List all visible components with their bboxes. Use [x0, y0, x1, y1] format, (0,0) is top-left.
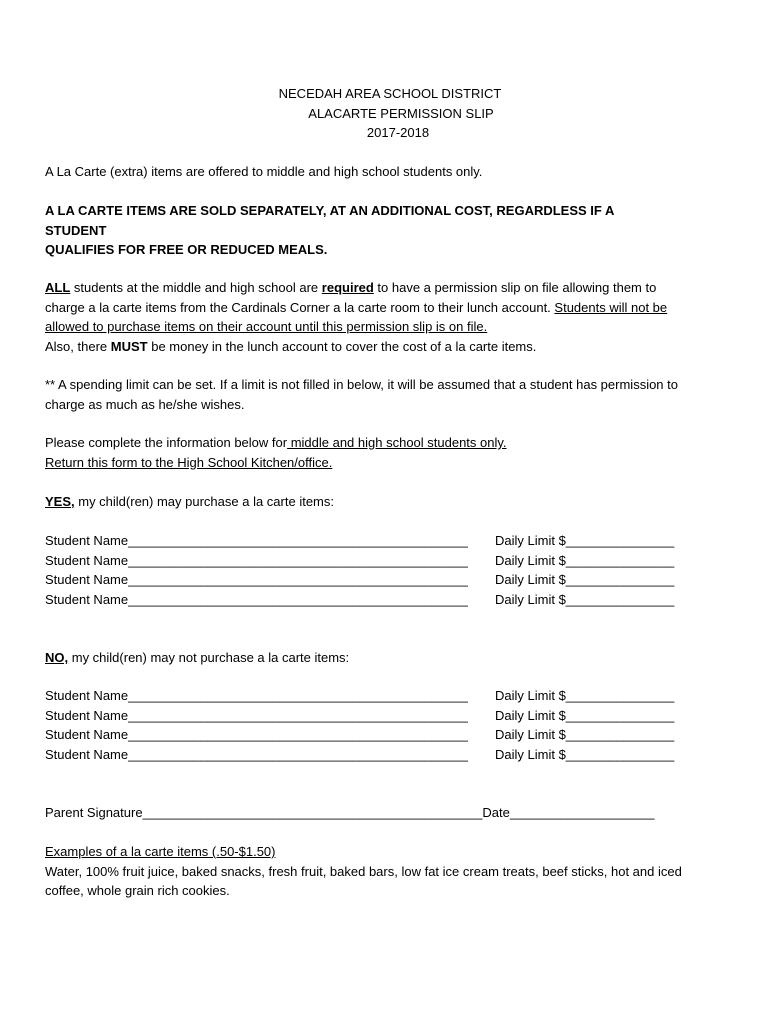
requirement-line-4-text-2: be money in the lunch account to cover the cost of a la carte items.	[147, 338, 537, 354]
signature-row[interactable]	[45, 803, 735, 823]
requirement-line-4-text-1: Also, there	[45, 338, 111, 354]
daily-limit-field[interactable]: Daily Limit $_______________	[495, 688, 675, 703]
yes-row-3[interactable]	[45, 570, 735, 590]
student-name-field[interactable]: Student Name_______________________________________________	[45, 552, 468, 568]
return-instruction: Return this form to the High School Kitchen/office.	[45, 454, 333, 470]
requirement-line-3: allowed to purchase items on their account until this permission slip is on file.	[45, 319, 488, 334]
daily-limit-field[interactable]: Daily Limit $_______________	[495, 591, 675, 607]
student-name-field[interactable]: Student Name_______________________________________________	[45, 746, 468, 762]
parent-signature-field[interactable]: Parent Signature_______________________________________________Date____________________	[45, 805, 655, 820]
daily-limit-field[interactable]: Daily Limit $_______________	[495, 552, 675, 568]
daily-limit-field[interactable]: Daily Limit $_______________	[495, 727, 675, 742]
daily-limit-field[interactable]: Daily Limit $_______________	[495, 572, 675, 587]
requirement-line-2-plain: charge a la carte items from the Cardinals Corner a la carte room to their lunch account.	[45, 299, 555, 315]
student-name-field[interactable]: Student Name_______________________________________________	[45, 572, 468, 587]
examples-line-1: Water, 100% fruit juice, baked snacks, fresh fruit, baked bars, low fat ice cream treats, beef sticks, hot and iced	[45, 863, 682, 879]
instructions-underlined: middle and high school students only.	[287, 435, 507, 450]
student-name-field[interactable]: Student Name_______________________________________________	[45, 591, 468, 607]
spending-line-2: charge as much as he/she wishes.	[45, 396, 245, 412]
requirement-text-2: to have a permission slip on file allowing them to	[373, 280, 657, 295]
student-name-field[interactable]: Student Name_______________________________________________	[45, 533, 468, 548]
notice-line-1: A LA CARTE ITEMS ARE SOLD SEPARATELY, AT AN ADDITIONAL COST, REGARDLESS IF A	[45, 203, 615, 218]
no-label: NO,	[45, 650, 69, 665]
requirement-text-1: students at the middle and high school are	[70, 280, 322, 295]
spending-paragraph	[45, 375, 735, 414]
examples-paragraph	[45, 842, 735, 901]
instructions-line-1	[45, 433, 735, 453]
instructions-text: Please complete the information below for	[45, 435, 288, 450]
daily-limit-field[interactable]: Daily Limit $_______________	[495, 533, 675, 548]
requirement-line-2	[45, 298, 735, 318]
daily-limit-field[interactable]: Daily Limit $_______________	[495, 746, 675, 762]
required-emphasis: required	[321, 280, 374, 295]
examples-line-2: coffee, whole grain rich cookies.	[45, 883, 230, 898]
yes-label: YES,	[45, 494, 75, 509]
requirement-line-1	[45, 278, 735, 298]
spending-line-1: ** A spending limit can be set. If a limit is not filled in below, it will be assumed that a student has permission to	[45, 377, 678, 392]
yes-text: my child(ren) may purchase a la carte items:	[74, 494, 334, 509]
school-year: 2017-2018	[366, 125, 430, 140]
requirement-line-2-underlined: Students will not be	[554, 299, 668, 315]
yes-heading	[45, 492, 735, 512]
no-row-1[interactable]	[45, 686, 735, 706]
instructions-paragraph	[45, 433, 735, 472]
must-emphasis: MUST	[110, 338, 148, 354]
notice-paragraph	[45, 201, 735, 260]
requirement-line-4	[45, 337, 735, 357]
document-header	[0, 84, 770, 143]
all-emphasis: ALL	[45, 280, 71, 295]
student-name-field[interactable]: Student Name_______________________________________________	[45, 727, 468, 742]
intro-paragraph	[45, 162, 735, 182]
no-text: my child(ren) may not purchase a la carte items:	[68, 650, 350, 665]
no-row-4[interactable]	[45, 745, 735, 765]
no-row-2[interactable]	[45, 706, 735, 726]
notice-line-3: QUALIFIES FOR FREE OR REDUCED MEALS.	[45, 242, 328, 257]
intro-text: A La Carte (extra) items are offered to middle and high school students only.	[45, 164, 483, 179]
student-name-field[interactable]: Student Name_______________________________________________	[45, 688, 468, 703]
district-name: NECEDAH AREA SCHOOL DISTRICT	[278, 86, 502, 101]
yes-row-2[interactable]	[45, 551, 735, 571]
student-name-field[interactable]: Student Name_______________________________________________	[45, 707, 468, 723]
no-row-3[interactable]	[45, 725, 735, 745]
no-heading	[45, 648, 735, 668]
form-title: ALACARTE PERMISSION SLIP	[308, 105, 494, 121]
yes-row-4[interactable]	[45, 590, 735, 610]
requirement-paragraph	[45, 278, 735, 356]
notice-line-2: STUDENT	[45, 222, 107, 238]
daily-limit-field[interactable]: Daily Limit $_______________	[495, 707, 675, 723]
yes-row-1[interactable]	[45, 531, 735, 551]
examples-heading: Examples of a la carte items (.50-$1.50)	[45, 844, 276, 859]
